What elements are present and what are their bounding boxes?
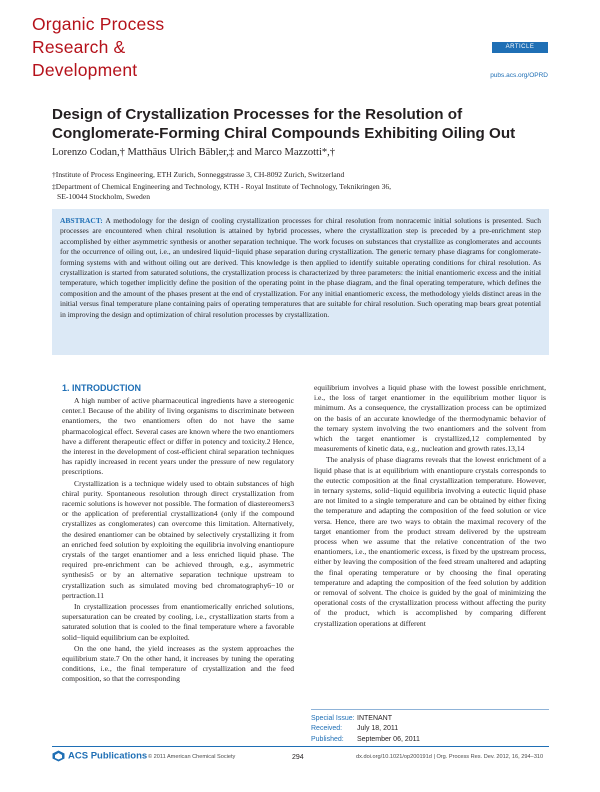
doi-citation-link[interactable]: dx.doi.org/10.1021/op200191d | Org. Process Res. Dev. 2012, 16, 294−310 <box>356 754 544 760</box>
footer-divider <box>52 746 549 747</box>
published-date: September 06, 2011 <box>357 735 420 743</box>
special-issue-label: Special Issue: <box>311 715 355 722</box>
journal-name-line-3: Development <box>32 60 138 80</box>
journal-url-link[interactable]: pubs.acs.org/OPRD <box>490 72 548 79</box>
received-date: July 18, 2011 <box>357 725 399 733</box>
published-label: Published: <box>311 735 344 743</box>
right-column <box>314 383 546 629</box>
article-type-badge: ARTICLE <box>492 42 548 53</box>
left-column <box>62 396 294 685</box>
received-label: Received: <box>311 725 343 733</box>
info-divider <box>311 709 549 710</box>
intro-paragraph-3: In crystallization processes from enantiomerically enriched solutions, supersaturation can be created by cooling, i.e., crystallization starts from a saturated solution that is cooled to the final temperature where a favorable solid−liquid equilibrium can be exploited. <box>62 602 294 642</box>
copyright-notice: © 2011 American Chemical Society <box>148 754 236 760</box>
abstract-text: A methodology for the design of cooling crystallization processes for chiral resolution from nonracemic initial solutions is presented. Such processes are encountered when chiral resolution is attained by hybrid processes, where the crystallization step is preceded by a pre-enrichment step accomplished by either asymmetric synthesis or another separation technique. The work focuses on substances that crystallize as conglomerates and accounts for the occurrence of oiling out, i.e., an undesired liquid−liquid phase separation during crystallization. The generic ternary phase diagrams for conglomerate-forming systems with and without oiling out are derived. This knowledge is then applied to identify suitable operating conditions for chiral resolution. As crystallization is started from saturated solutions, the crystallization process is characterized by three parameters: the initial enantiomeric excess and the initial temperature, which together implicitly define the position of the operating point in the phase diagram, and the final operating temperature, which defines the composition and the amount of the phases present at the end of crystallization. For any initial enantiomeric excess, the methodology yields distinct areas in the initial versus final temperature plane containing pairs of operating temperatures that are suitable for chiral resolution. Such operating map bears great potential in improving the design and optimization of chiral resolution processes by crystallization. <box>60 216 541 319</box>
intro-paragraph-5: equilibrium involves a liquid phase with the lowest possible enrichment, i.e., the loss of target enantiomer in the equilibrium mother liquor is minimum. As a consequence, the crystallization process can be optimized on the basis of an accurate knowledge of the thermodynamic behavior of the ternary system involving the two enantiomers and the solvent from which the target enantiomer is crystallized,12 complemented by measurements of kinetic data, e.g., nucleation and growth rates.13,14 <box>314 383 546 454</box>
journal-name-line-1: Organic Process <box>32 14 165 34</box>
article-history-box <box>311 714 549 745</box>
special-issue-value: INTENANT <box>357 715 392 722</box>
section-heading-introduction: 1. INTRODUCTION <box>62 383 142 393</box>
abstract-box <box>52 209 549 355</box>
affiliation-1: †Institute of Process Engineering, ETH Zurich, Sonneggstrasse 3, CH-8092 Zurich, Switzerland <box>52 170 345 179</box>
acs-publications-logo[interactable] <box>52 750 147 762</box>
affiliation-2-cont: SE-10044 Stockholm, Sweden <box>57 192 151 201</box>
journal-name-line-2: Research & <box>32 37 126 57</box>
intro-paragraph-1: A high number of active pharmaceutical ingredients have a stereogenic center.1 Because of the ability of living organisms to discriminate between enantiomers, the two enantiomers often do not have the same pharmacological effect. Several cases are known where the two enantiomers have a different therapeutic effect or differ in potency and toxicity.2 Hence, the interest in the development of cost-efficient chiral separation techniques has rapidly increased in recent years under the pressure of new regulatory prescriptions. <box>62 396 294 477</box>
intro-paragraph-4: On the one hand, the yield increases as the system approaches the equilibrium state.7 On the other hand, it increases by tuning the operating conditions, i.e., the final temperature of crystallization and the feed composition, so that the corresponding <box>62 643 294 684</box>
author-list: Lorenzo Codan,† Matthäus Ulrich Bäbler,‡ and Marco Mazzotti*,† <box>52 147 335 158</box>
page-number: 294 <box>292 754 304 761</box>
paper-title: Design of Crystallization Processes for the Resolution of Conglomerate-Forming Chiral Compounds Exhibiting Oiling Out <box>52 106 516 142</box>
affiliation-2: ‡Department of Chemical Engineering and Technology, KTH - Royal Institute of Technology, Teknikringen 36, <box>52 182 392 191</box>
abstract-label: ABSTRACT: <box>60 216 103 225</box>
intro-paragraph-2: Crystallization is a technique widely used to obtain substances of high chiral purity. Spontaneous resolution through direct crystallization from racemic solutions is however not possible. The formation of diastereomers3 or the application of preferential crystallization4 (only if the compound crystallizes as conglomerates) can overcome this limitation. Alternatively, the desired enantiomer can be obtained by selectively crystallizing it from an enriched feed solution by exploiting the equilibria involving enantiopure crystals of the target enantiomer and a less enriched liquid phase. The required pre-enrichment can be achieved through, e.g., asymmetric synthesis5 or by an alternative separation technique upstream to crystallization such as simulated moving bed chromatography6−10 or pertraction.11 <box>62 478 294 600</box>
publisher-name: ACS Publications <box>68 750 148 762</box>
acs-hexagon-icon <box>52 750 65 762</box>
intro-paragraph-6: The analysis of phase diagrams reveals that the lowest enrichment of a liquid phase that is at equilibrium with enantiopure crystals corresponds to the eutectic composition at the final crystallization temperature. However, in ternary systems, solid−liquid equilibria involving a eutectic liquid phase are not limited to a single temperature and can be obtained by either fixing the temperature and adapting the composition of the feed solution or vice versa. Hence, there are two ways to obtain the maximal recovery of the target enantiomer from the product stream delivered by the upstream process when we assume that the relative concentration of the two enantiomers, i.e., the enantiomeric excess, is fixed by the upstream process, either by leaving the composition of the feed stream unaltered and adapting the final operating temperature or by choosing the final operating temperature and adapting the composition of the feed solution by addition or removal of solvent. The choice is guided by the goal of minimizing the operational costs of the crystallization process without affecting the purity of the product, which is accomplished by comparing different crystallization operations at different <box>314 455 546 628</box>
